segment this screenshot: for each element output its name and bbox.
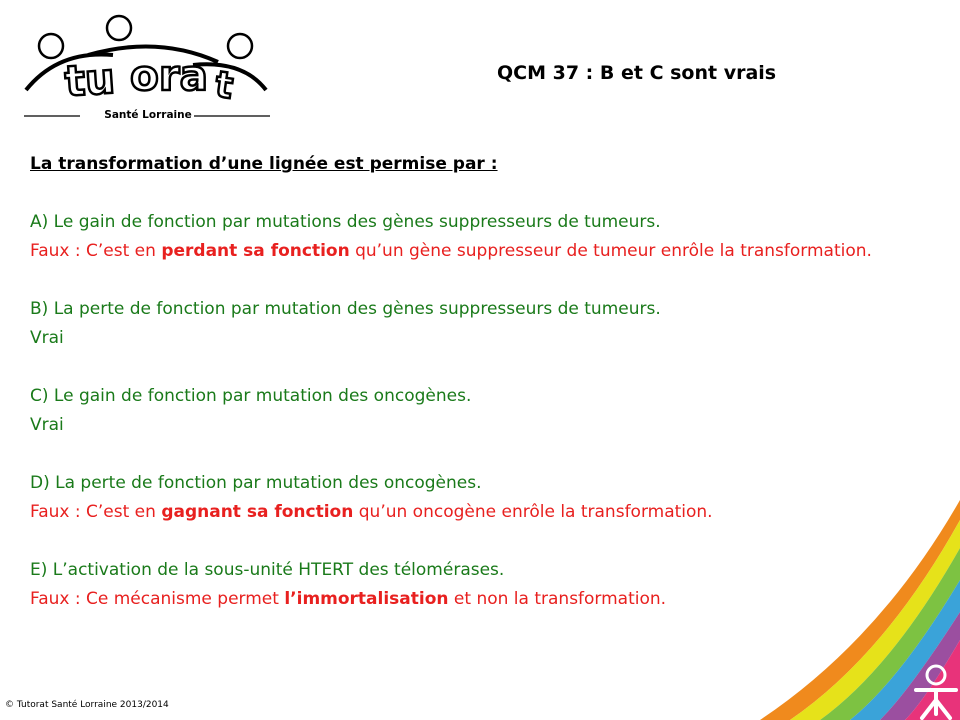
correction-d-prefix: Faux : C’est en [30, 502, 162, 522]
correction-c: Vrai [30, 415, 64, 435]
answer-item-d [30, 469, 890, 527]
question-text: La transformation d’une lignée est permise par : [30, 154, 498, 174]
correction-e-suffix: et non la transformation. [448, 589, 667, 609]
correction-a-suffix: qu’un gène suppresseur de tumeur enrôle la transformation. [349, 241, 872, 261]
statement-c: C) Le gain de fonction par mutation des oncogènes. [30, 386, 472, 406]
statement-d: D) La perte de fonction par mutation des oncogènes. [30, 473, 482, 493]
slide-title: QCM 37 : B et C sont vrais [497, 62, 777, 84]
correction-e [30, 585, 890, 614]
correction-e-prefix: Faux : Ce mécanisme permet [30, 589, 285, 609]
answer-item-e [30, 556, 890, 614]
correction-e-emphasis: l’immortalisation [284, 589, 449, 609]
tutorat-logo [18, 10, 278, 128]
svg-text:t: t [212, 64, 236, 108]
copyright-footer: © Tutorat Santé Lorraine 2013/2014 [5, 700, 169, 710]
svg-text:ora: ora [130, 51, 208, 100]
answer-item-b [30, 295, 890, 353]
correction-a [30, 237, 890, 266]
correction-b: Vrai [30, 328, 64, 348]
person-ribbon-icon [916, 666, 956, 718]
correction-d-emphasis: gagnant sa fonction [161, 502, 354, 522]
answer-item-a [30, 208, 890, 266]
correction-a-emphasis: perdant sa fonction [161, 241, 350, 261]
correction-d-suffix: qu’un oncogène enrôle la transformation. [353, 502, 713, 522]
statement-e: E) L’activation de la sous-unité HTERT des télomérases. [30, 560, 505, 580]
statement-a: A) Le gain de fonction par mutations des gènes suppresseurs de tumeurs. [30, 212, 661, 232]
statement-b: B) La perte de fonction par mutation des gènes suppresseurs de tumeurs. [30, 299, 661, 319]
answer-item-c [30, 382, 890, 440]
correction-d [30, 498, 890, 527]
question-content [30, 150, 890, 614]
correction-a-prefix: Faux : C’est en [30, 241, 162, 261]
logo-subtitle: Santé Lorraine [104, 109, 192, 121]
svg-text:tu: tu [63, 53, 117, 106]
